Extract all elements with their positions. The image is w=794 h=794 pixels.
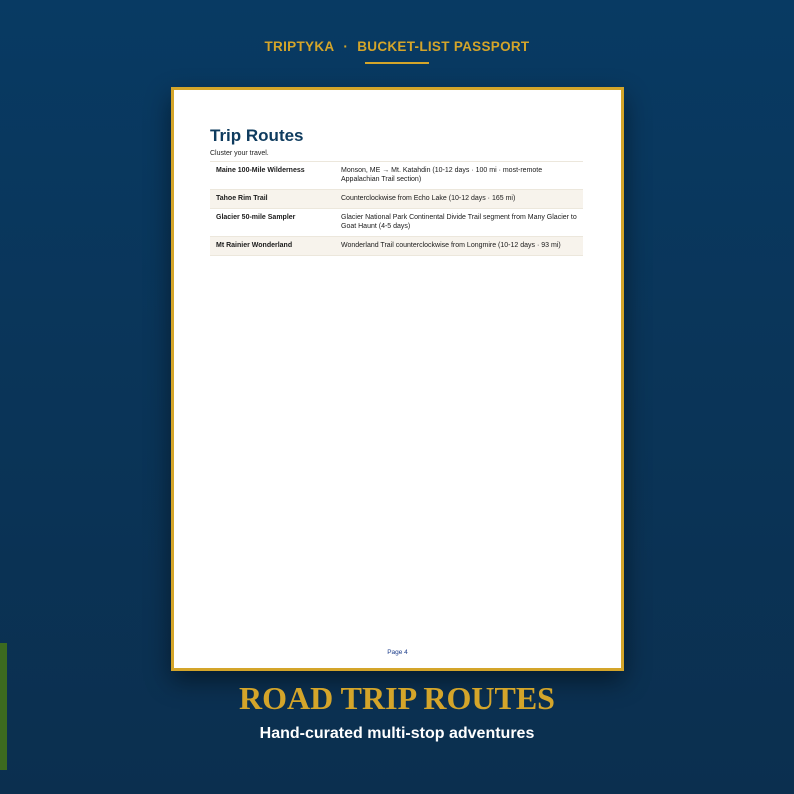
route-name: Mt Rainier Wonderland xyxy=(210,237,335,256)
page-number: Page 4 xyxy=(387,649,408,656)
route-description: Wonderland Trail counterclockwise from Longmire (10-12 days · 93 mi) xyxy=(335,237,583,256)
page-subtitle: Cluster your travel. xyxy=(210,150,269,157)
brand-separator: · xyxy=(343,39,349,54)
document-page-preview xyxy=(171,87,624,671)
brand-header xyxy=(0,39,794,54)
brand-name: TRIPTYKA xyxy=(264,39,335,54)
route-name: Glacier 50-mile Sampler xyxy=(210,209,335,237)
table-row xyxy=(210,162,583,190)
route-description: Glacier National Park Continental Divide Trail segment from Many Glacier to Goat Haunt (4-5 days) xyxy=(335,209,583,237)
route-name: Tahoe Rim Trail xyxy=(210,190,335,209)
route-description: Counterclockwise from Echo Lake (10-12 days · 165 mi) xyxy=(335,190,583,209)
route-name: Maine 100-Mile Wilderness xyxy=(210,162,335,190)
page-title: Trip Routes xyxy=(210,126,304,145)
routes-table xyxy=(210,161,583,256)
table-row xyxy=(210,237,583,256)
brand-underline xyxy=(365,62,429,64)
route-description: Monson, ME → Mt. Katahdin (10-12 days · 100 mi · most-remote Appalachian Trail section) xyxy=(335,162,583,190)
side-accent-bar xyxy=(0,643,7,770)
headline: ROAD TRIP ROUTES xyxy=(239,680,555,716)
table-row xyxy=(210,190,583,209)
brand-product: BUCKET-LIST PASSPORT xyxy=(357,39,530,54)
table-row xyxy=(210,209,583,237)
tagline: Hand-curated multi-stop adventures xyxy=(259,725,535,742)
